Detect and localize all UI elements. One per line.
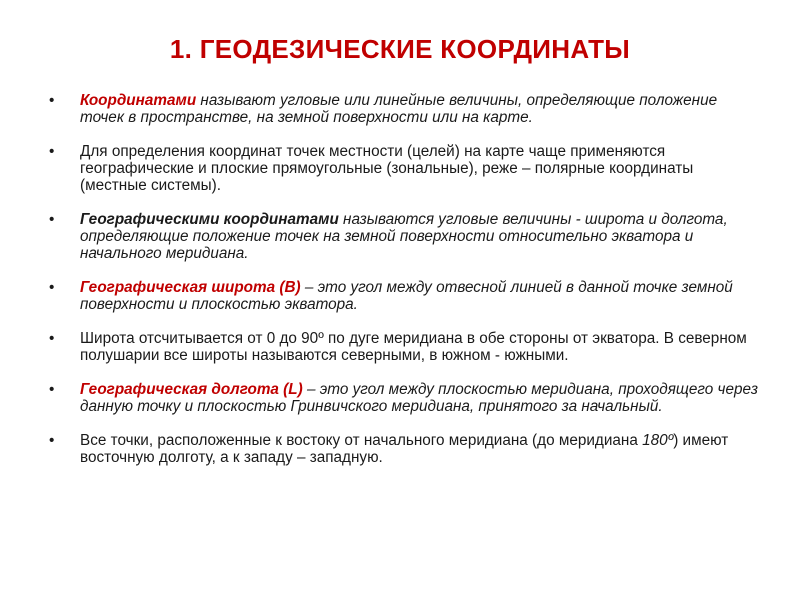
bullet-dot-icon: •: [49, 330, 55, 347]
bullet-text-italic: 180º: [642, 432, 674, 449]
slide-title: 1. ГЕОДЕЗИЧЕСКИЕ КООРДИНАТЫ: [169, 34, 631, 64]
bullet-text: – это угол между отвесной линией в данной точке земной поверхности и плоскостью экватора.: [80, 279, 733, 313]
term-latitude: Географическая широта (В): [80, 279, 301, 296]
bullet-dot-icon: •: [49, 211, 55, 228]
term-longitude: Географическая долгота (L): [80, 381, 303, 398]
bullet-text: Широта отсчитывается от 0 до 90º по дуге меридиана в обе стороны от экватора. В северном полушарии все широты называются северными, в южном - южными.: [80, 330, 747, 364]
bullet-east-longitude: [44, 432, 764, 466]
bullet-longitude: [44, 381, 764, 415]
bullet-list: [44, 92, 764, 483]
bullet-text: Для определения координат точек местности (целей) на карте чаще применяются географические и плоские прямоугольные (зональные), реже – полярные координаты (местные системы).: [80, 143, 694, 194]
bullet-dot-icon: •: [49, 381, 55, 398]
bullet-dot-icon: •: [49, 432, 55, 449]
bullet-latitude-range: [44, 330, 764, 364]
bullet-dot-icon: •: [49, 279, 55, 296]
bullet-map-coordinates: [44, 143, 764, 194]
bullet-text-before: Все точки, расположенные к востоку от начального меридиана (до меридиана: [80, 432, 643, 449]
bullet-coordinates-definition: [44, 92, 764, 126]
bullet-dot-icon: •: [49, 92, 55, 109]
term-coordinates: Координатами: [80, 92, 197, 109]
bullet-text: – это угол между плоскостью меридиана, проходящего через данную точку и плоскостью Гринвичского меридиана, принятого за начальный.: [80, 381, 758, 415]
bullet-latitude: [44, 279, 764, 313]
bullet-dot-icon: •: [49, 143, 55, 160]
bullet-text-after: ) имеют восточную долготу, а к западу – западную.: [80, 432, 729, 466]
bullet-text: называются угловые величины - широта и долгота, определяющие положение точек на земной поверхности относительно экватора и начального меридиана.: [80, 211, 728, 262]
bullet-geographic-coordinates: [44, 211, 764, 262]
bullet-text: называют угловые или линейные величины, определяющие положение точек в пространстве, на земной поверхности или на карте.: [80, 92, 718, 126]
term-geographic-coordinates: Географическими координатами: [80, 211, 339, 228]
